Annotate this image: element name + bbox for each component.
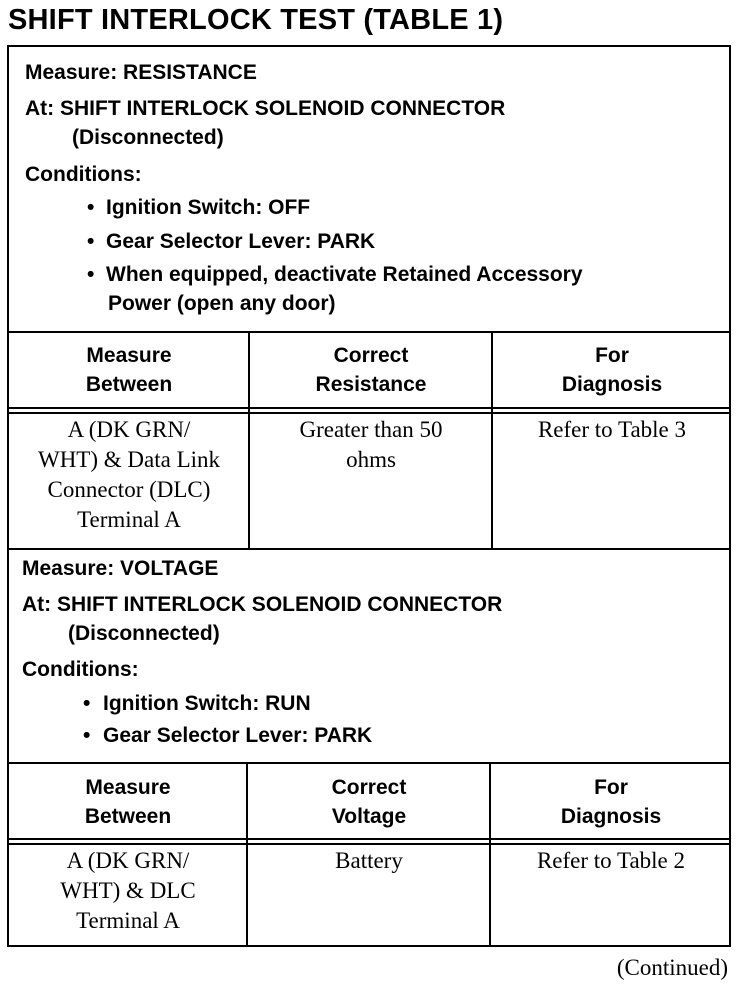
table-cell-correct-voltage: Battery (335, 848, 403, 873)
cell-text: A (DK GRN/ (67, 417, 191, 442)
divider (9, 762, 729, 764)
double-divider (9, 838, 729, 845)
condition-item: Ignition Switch: OFF (106, 196, 311, 219)
column-divider (491, 331, 493, 549)
column-divider (246, 762, 248, 947)
cell-text: Connector (DLC) (47, 477, 211, 502)
header-text: Measure (86, 344, 172, 367)
table-cell-diagnosis: Refer to Table 3 (537, 417, 687, 442)
cell-text: ohms (346, 447, 396, 472)
header-correct-resistance (250, 341, 492, 399)
cell-text: A (DK GRN/ (66, 848, 190, 873)
at-disconnected-label-2: (Disconnected) (68, 622, 220, 645)
table-cell-measure-between (9, 846, 247, 936)
conditions-label-1: Conditions: (25, 163, 142, 186)
column-divider (489, 762, 491, 947)
condition-item: Gear Selector Lever: PARK (106, 230, 376, 253)
header-measure-between (9, 773, 247, 831)
conditions-label-2: Conditions: (22, 658, 139, 681)
header-text: Resistance (315, 373, 427, 396)
header-text: Between (85, 373, 173, 396)
measure-voltage-label: Measure: VOLTAGE (22, 557, 219, 580)
cell-text: Terminal A (77, 507, 181, 532)
bullet-icon: • (87, 263, 95, 286)
bullet-icon: • (87, 230, 95, 253)
header-for-diagnosis (491, 773, 731, 831)
condition-item: Ignition Switch: RUN (103, 692, 311, 715)
divider (9, 548, 729, 550)
header-text: For (595, 344, 629, 367)
header-text: Diagnosis (561, 373, 663, 396)
header-text: For (594, 776, 628, 799)
header-text: Between (84, 805, 172, 828)
measure-resistance-label: Measure: RESISTANCE (25, 61, 257, 84)
at-connector-label-2: At: SHIFT INTERLOCK SOLENOID CONNECTOR (22, 593, 503, 616)
header-for-diagnosis (493, 341, 731, 399)
bullet-icon: • (83, 692, 91, 715)
header-text: Correct (331, 776, 407, 799)
bullet-icon: • (83, 724, 91, 747)
continued-label: (Continued) (616, 955, 728, 980)
at-connector-label-1: At: SHIFT INTERLOCK SOLENOID CONNECTOR (25, 97, 506, 120)
cell-text: WHT) & Data Link (37, 447, 221, 472)
cell-text: Terminal A (76, 908, 180, 933)
table-cell-diagnosis: Refer to Table 2 (536, 848, 686, 873)
condition-item: Gear Selector Lever: PARK (103, 724, 373, 747)
bullet-icon: • (87, 196, 95, 219)
header-text: Correct (333, 344, 409, 367)
header-text: Measure (85, 776, 171, 799)
column-divider (248, 331, 250, 549)
double-divider (9, 407, 729, 414)
header-text: Diagnosis (560, 805, 662, 828)
table-cell-measure-between (9, 415, 249, 535)
cell-text: Greater than 50 (299, 417, 443, 442)
at-disconnected-label-1: (Disconnected) (72, 126, 224, 149)
test-table (7, 45, 731, 947)
header-measure-between (9, 341, 249, 399)
cell-text: WHT) & DLC (60, 878, 196, 903)
condition-item-continuation: Power (open any door) (108, 292, 336, 315)
header-correct-voltage (248, 773, 490, 831)
divider (9, 331, 729, 333)
table-cell-correct-resistance (250, 415, 492, 475)
header-text: Voltage (331, 805, 407, 828)
condition-item: When equipped, deactivate Retained Accessory (106, 263, 583, 286)
page-title: SHIFT INTERLOCK TEST (TABLE 1) (8, 4, 504, 36)
